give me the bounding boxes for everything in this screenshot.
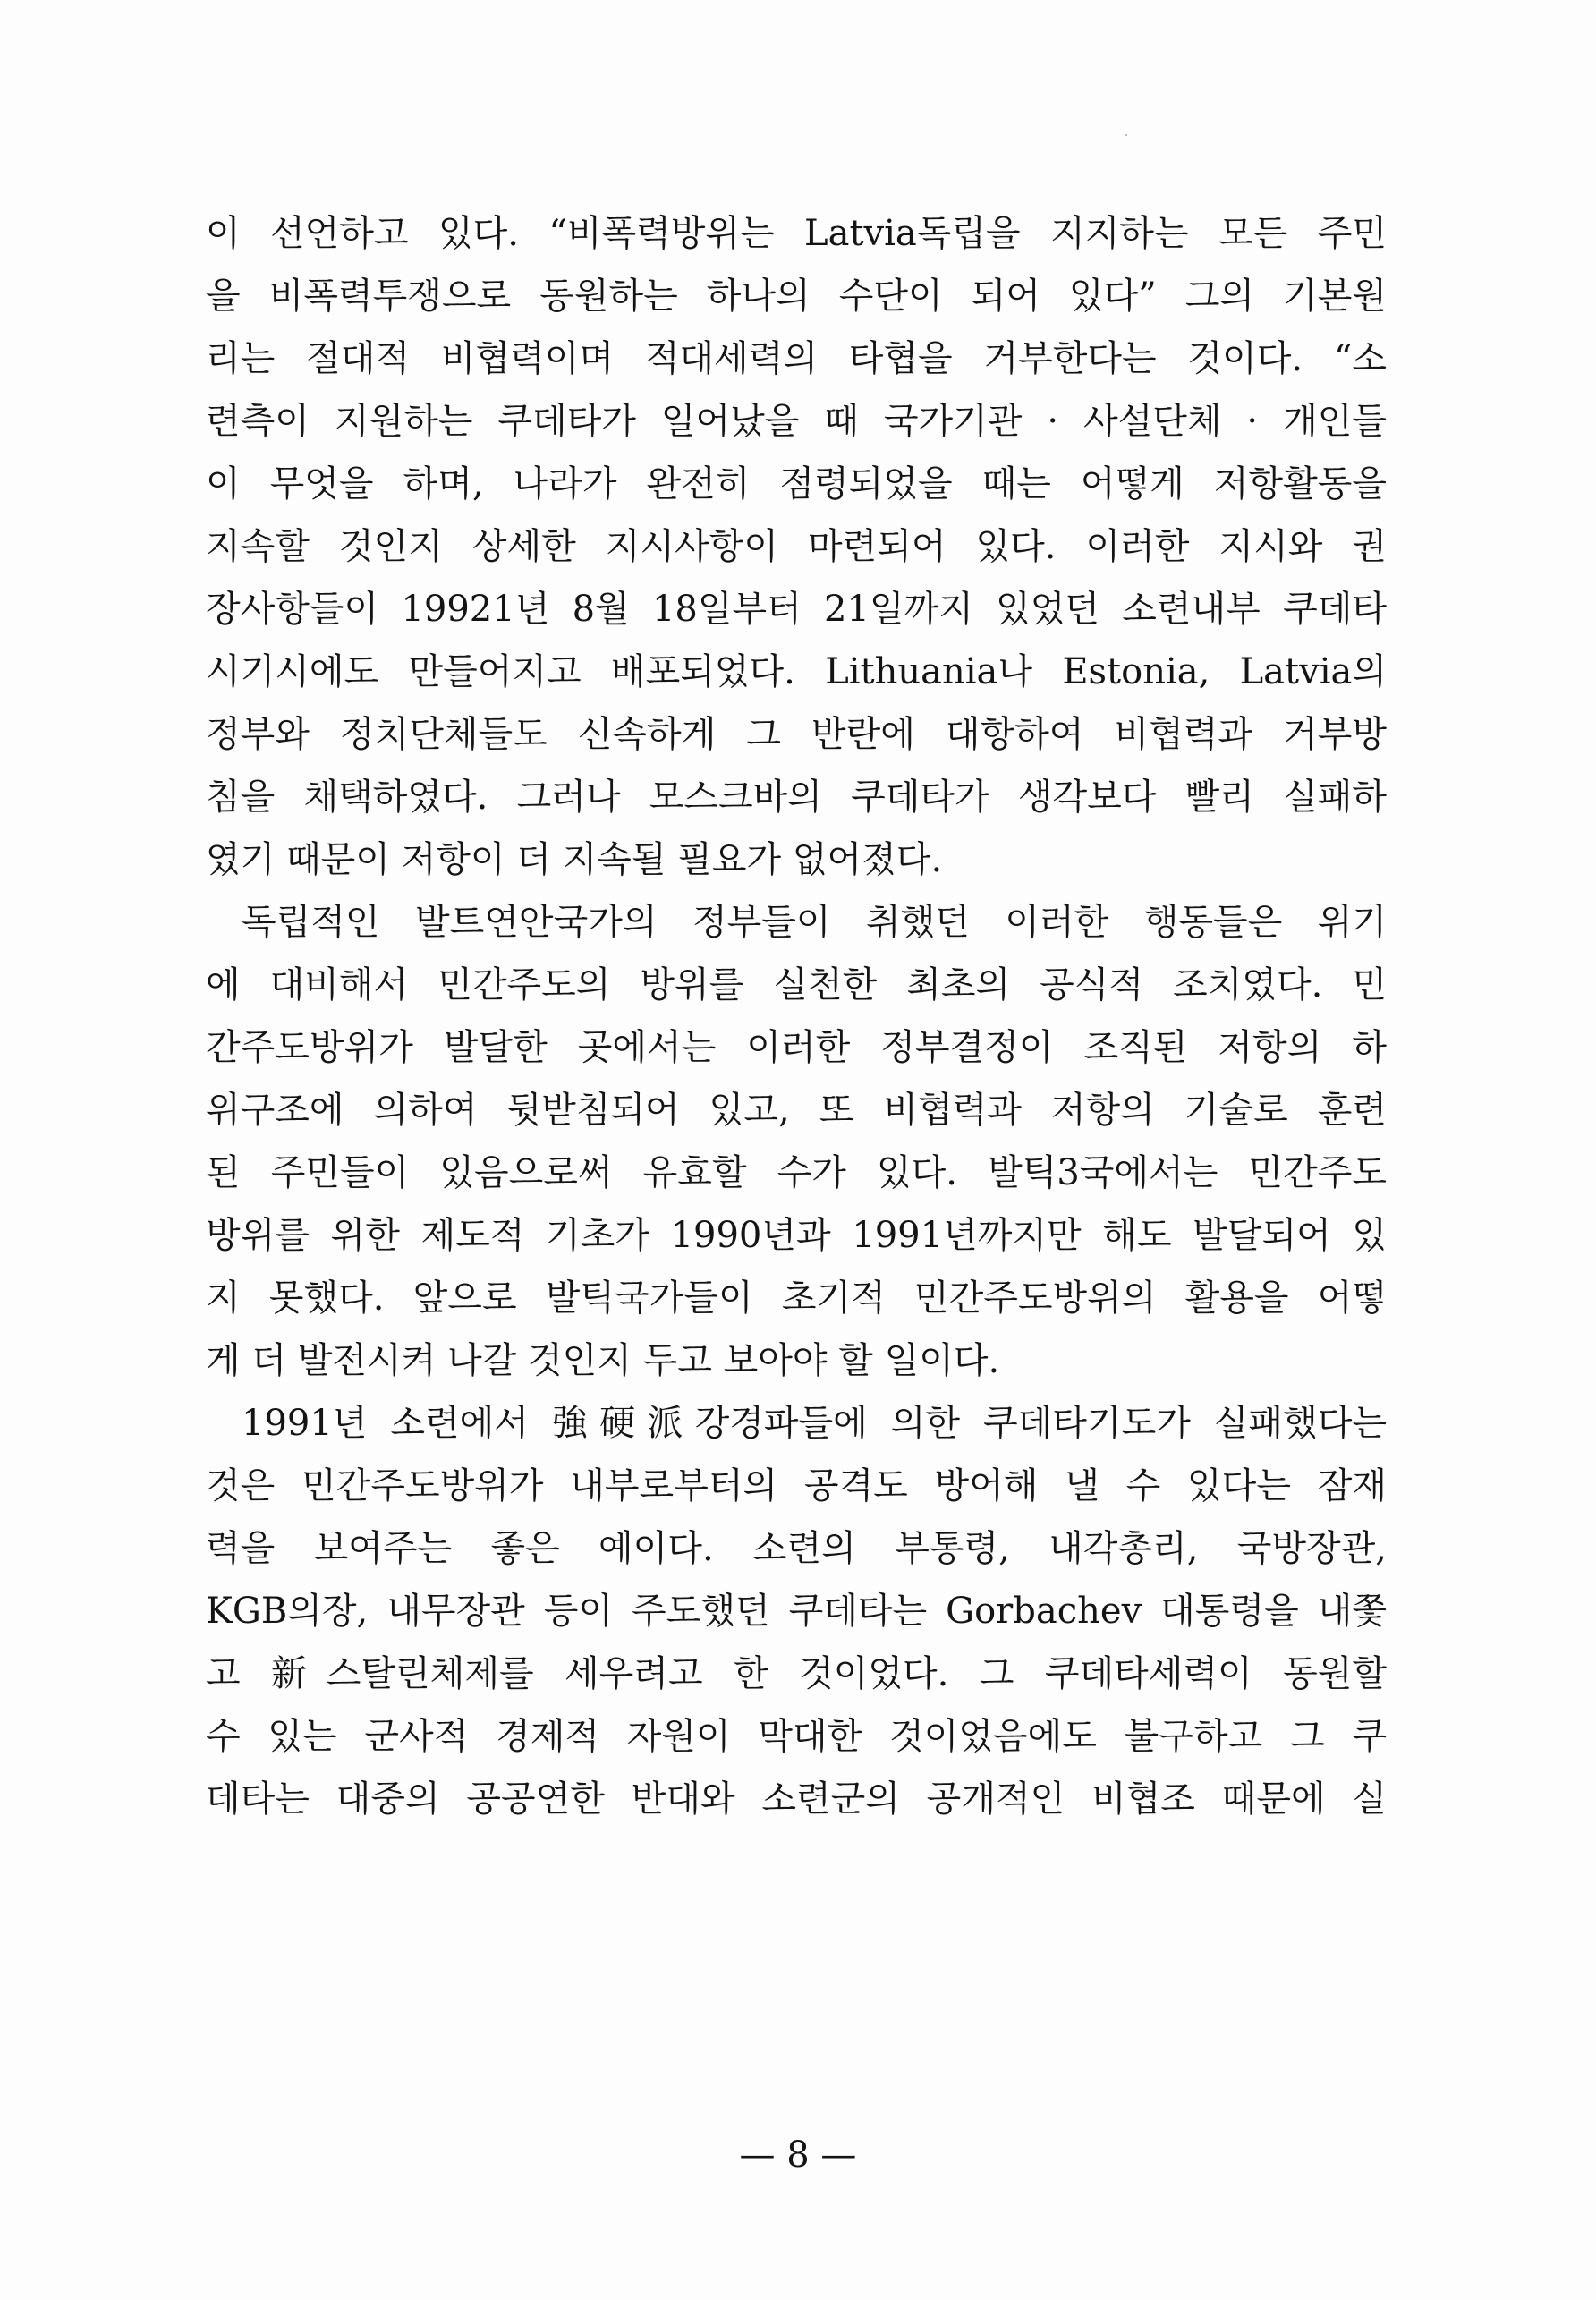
text-line: 게 더 발전시켜 나갈 것인지 두고 보아야 할 일이다. <box>206 1340 1000 1381</box>
text-line: 독립적인 발트연안국가의 정부들이 취했던 이러한 행동들은 위기 <box>242 902 1387 943</box>
page-number: — 8 — <box>739 2135 857 2176</box>
text-line: 였기 때문이 저항이 더 지속될 필요가 없어졌다. <box>206 839 943 880</box>
text-line: 을 비폭력투쟁으로 동원하는 하나의 수단이 되어 있다” 그의 기본원 <box>206 276 1387 317</box>
text-line: 간주도방위가 발달한 곳에서는 이러한 정부결정이 조직된 저항의 하 <box>206 1027 1387 1068</box>
text-line: 시기시에도 만들어지고 배포되었다. Lithuania나 Estonia, Latvia의 <box>206 651 1387 692</box>
scan-speck <box>1125 134 1127 136</box>
text-line: 련측이 지원하는 쿠데타가 일어났을 때 국가기관 · 사설단체 · 개인들 <box>206 401 1387 442</box>
text-line: 고 新스탈린체제를 세우려고 한 것이었다. 그 쿠데타세력이 동원할 <box>206 1653 1387 1694</box>
body-text <box>206 202 1387 1830</box>
text-line: 방위를 위한 제도적 기초가 1990년과 1991년까지만 해도 발달되어 있 <box>206 1215 1387 1256</box>
text-line: 이 선언하고 있다. “비폭력방위는 Latvia독립을 지지하는 모든 주민 <box>206 213 1387 254</box>
text-line: 데타는 대중의 공공연한 반대와 소련군의 공개적인 비협조 때문에 실 <box>206 1778 1387 1820</box>
text-line: KGB의장, 내무장관 등이 주도했던 쿠데타는 Gorbachev 대통령을 내쫓 <box>206 1591 1387 1632</box>
text-line: 1991년 소련에서 強硬派강경파들에 의한 쿠데타기도가 실패했다는 <box>242 1403 1387 1444</box>
text-line: 력을 보여주는 좋은 예이다. 소련의 부통령, 내각총리, 국방장관, <box>206 1528 1387 1569</box>
text-line: 위구조에 의하여 뒷받침되어 있고, 또 비협력과 저항의 기술로 훈련 <box>206 1090 1387 1131</box>
text-line: 수 있는 군사적 경제적 자원이 막대한 것이었음에도 불구하고 그 쿠 <box>206 1716 1387 1757</box>
text-line: 이 무엇을 하며, 나라가 완전히 점령되었을 때는 어떻게 저항활동을 <box>206 463 1387 505</box>
text-line: 침을 채택하였다. 그러나 모스크바의 쿠데타가 생각보다 빨리 실패하 <box>206 777 1387 818</box>
text-line: 지속할 것인지 상세한 지시사항이 마련되어 있다. 이러한 지시와 권 <box>206 526 1387 567</box>
text-line: 된 주민들이 있음으로써 유효할 수가 있다. 발틱3국에서는 민간주도 <box>206 1152 1387 1193</box>
text-line: 에 대비해서 민간주도의 방위를 실천한 최초의 공식적 조치였다. 민 <box>206 964 1387 1006</box>
text-line: 리는 절대적 비협력이며 적대세력의 타협을 거부한다는 것이다. “소 <box>206 338 1387 379</box>
text-line: 장사항들이 19921년 8월 18일부터 21일까지 있었던 소련내부 쿠데타 <box>206 589 1387 630</box>
text-line: 정부와 정치단체들도 신속하게 그 반란에 대항하여 비협력과 거부방 <box>206 714 1387 755</box>
text-line: 지 못했다. 앞으로 발틱국가들이 초기적 민간주도방위의 활용을 어떻 <box>206 1277 1387 1319</box>
text-line: 것은 민간주도방위가 내부로부터의 공격도 방어해 낼 수 있다는 잠재 <box>206 1465 1387 1506</box>
